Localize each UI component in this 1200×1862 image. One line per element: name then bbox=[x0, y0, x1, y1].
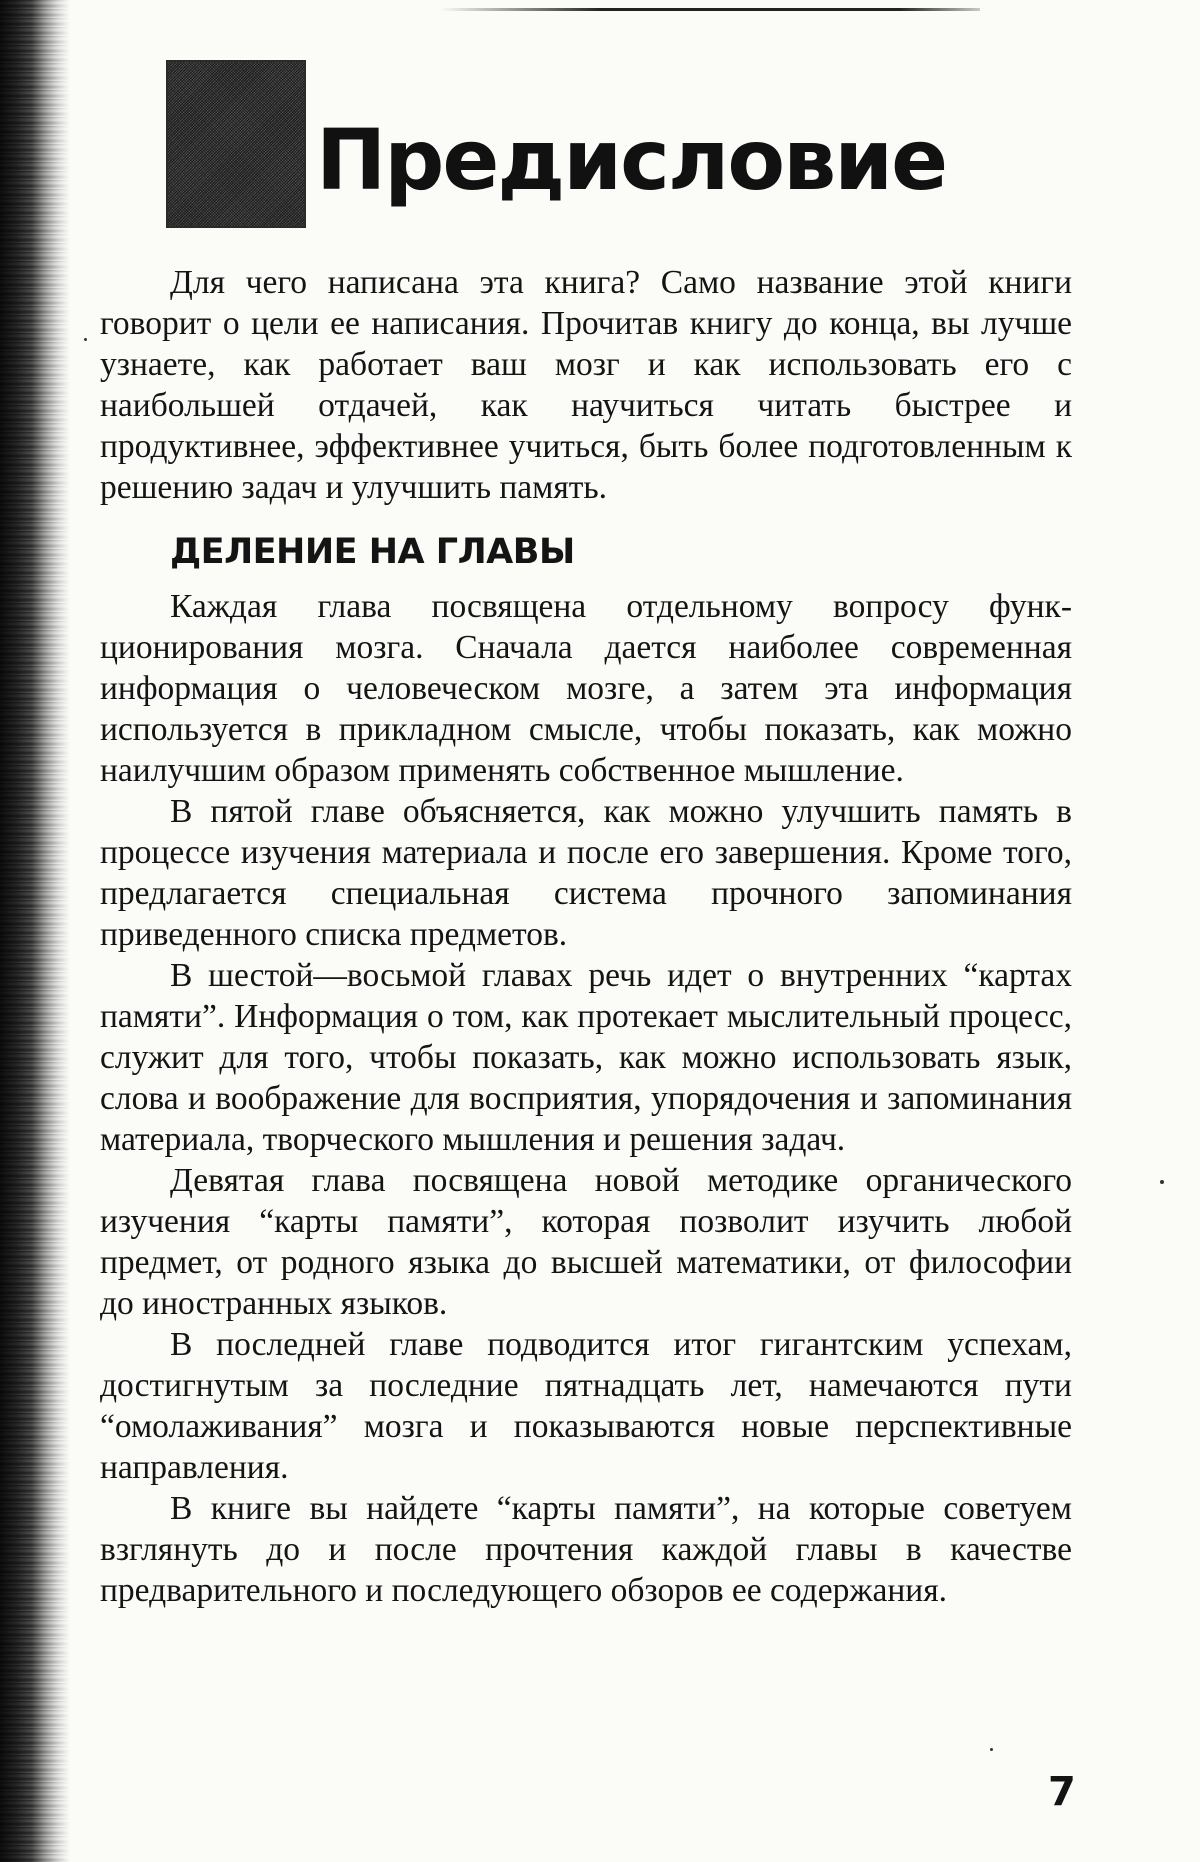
scan-binding-shadow bbox=[0, 0, 70, 1862]
page-number: 7 bbox=[1048, 1769, 1076, 1815]
paragraph: В пятой главе объясняется, как можно улучшить память в процессе изучения материала и после его завершения. Кроме того, предлагается специальная система прочного запоминания приведенного списка предметов. bbox=[100, 793, 1072, 953]
scan-speck bbox=[990, 1748, 993, 1751]
paragraph: В последней главе подводится итог гигантским успехам, достигнутым за последние пятнадцать лет, намечаются пути “омолаживания” мозга и показываются новые перспективные направления. bbox=[100, 1326, 1072, 1486]
paragraph: В книге вы найдете “карты памяти”, на которые советуем взглянуть до и после прочтения каждой главы в качестве предварительного и последующего обзоров ее содержания. bbox=[100, 1490, 1072, 1609]
intro-paragraph: Для чего написана эта книга? Само название этой книги говорит о цели ее написания. Прочитав книгу до конца, вы лучше узнаете, как работает ваш мозг и как использовать его с наибольшей отдачей, как научиться читать быстрее и продуктивнее, эффективнее учиться, быть более подготовленным к решению задач и улучшить память. bbox=[100, 264, 1072, 506]
section-heading: ДЕЛЕНИЕ НА ГЛАВЫ bbox=[170, 532, 575, 572]
scan-speck bbox=[1160, 1180, 1164, 1184]
paragraph: Каждая глава посвящена отдельному вопросу функционирования мозга. Сначала дается наиболее современная информация о человеческом мозге, а затем эта информация используется в прикладном смысле, чтобы показать, как можно наилучшим образом применять собственное мышление. bbox=[100, 588, 1072, 789]
text-column bbox=[100, 262, 1072, 1611]
page-title: Предисловие bbox=[316, 111, 947, 209]
title-decorative-block bbox=[166, 60, 306, 228]
paragraph: В шестой—восьмой главах речь идет о внутренних “картах памяти”. Информация о том, как протекает мыслительный процесс, служит для того, чтобы показать, как можно использовать язык, слова и воображение для восприятия, упорядочения и запоминания материала, творческого мышления и решения задач. bbox=[100, 957, 1072, 1158]
paragraph: Девятая глава посвящена новой методике органического изучения “карты памяти”, которая позволит изучить любой предмет, от родного языка до высшей математики, от философии до иностранных языков. bbox=[100, 1162, 1072, 1322]
scan-speck bbox=[84, 338, 87, 341]
top-rule-line bbox=[440, 8, 980, 11]
